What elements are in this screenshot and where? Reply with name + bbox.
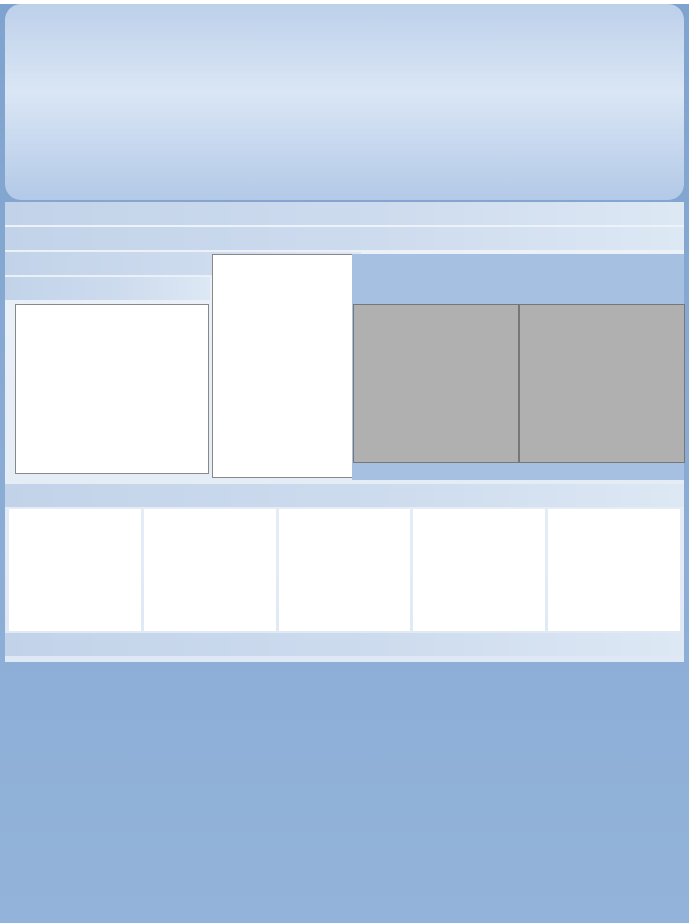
poster-page [0, 4, 689, 923]
results-figures-area [5, 252, 684, 482]
tem-image-mhnts [519, 304, 685, 463]
tem-image-hnts [353, 304, 519, 463]
poster-header [5, 4, 684, 200]
university-logo [27, 64, 169, 206]
poster-title [5, 4, 684, 9]
section-heading-4 [5, 633, 684, 656]
fenton-chart-ph [413, 509, 545, 631]
tem-image-band [352, 254, 684, 480]
section-heading-2 [5, 227, 684, 250]
section-heading-3-2 [5, 484, 684, 507]
ftir-spectra-figure [212, 254, 354, 478]
section-heading-3-1 [5, 277, 210, 300]
fenton-chart-material [9, 509, 141, 631]
xrd-pattern-figure [15, 304, 209, 474]
fenton-chart-h2o2 [279, 509, 411, 631]
fenton-chart-temperature [548, 509, 680, 631]
fenton-chart-dosage [144, 509, 276, 631]
poster-body [5, 202, 684, 662]
fenton-charts-row [5, 507, 684, 631]
